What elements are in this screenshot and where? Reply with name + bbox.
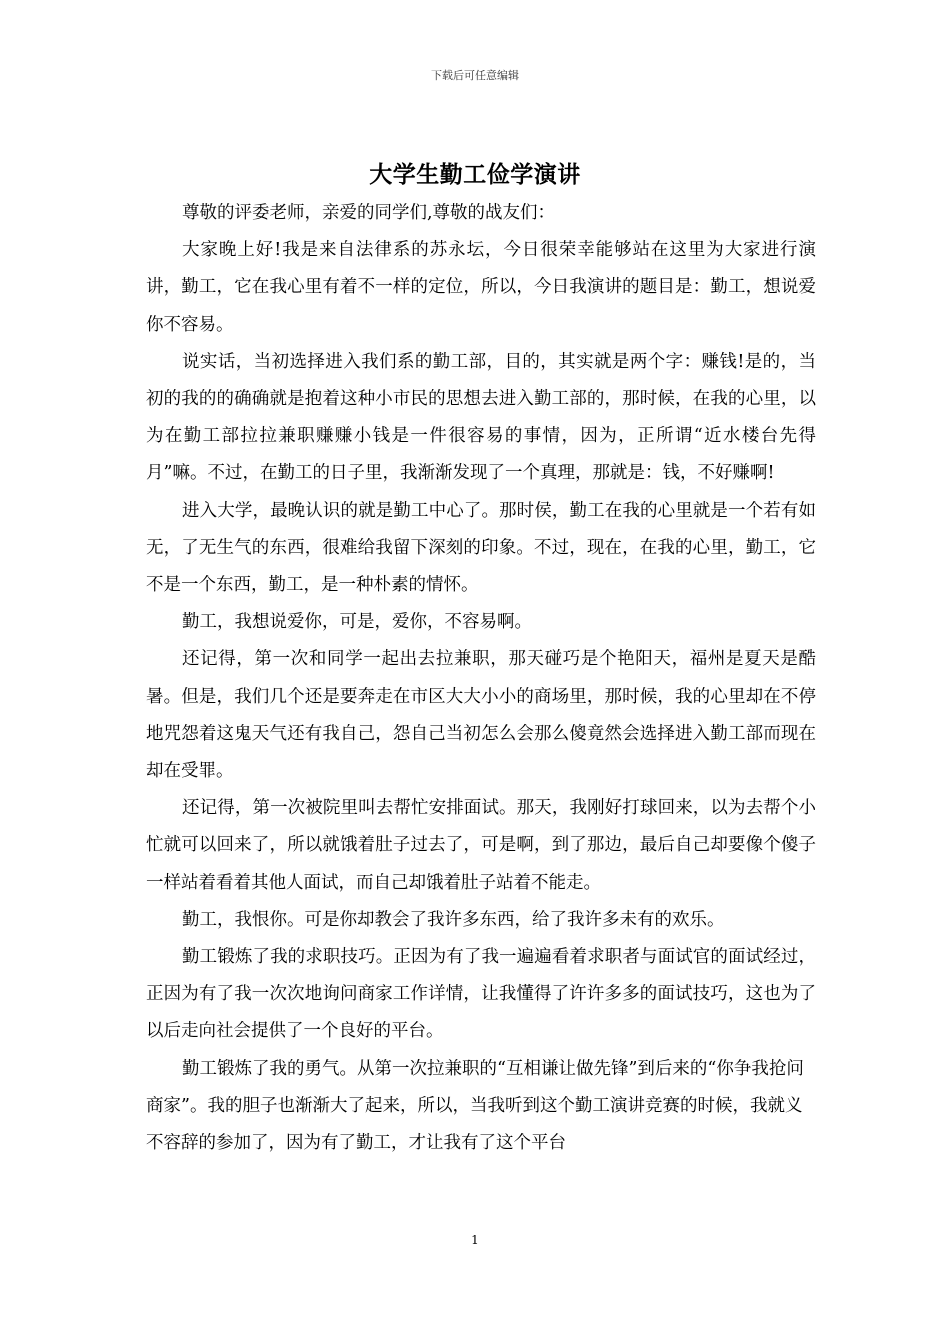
page-number: 1: [471, 1233, 479, 1247]
document-title: 大学生勤工俭学演讲: [369, 161, 581, 188]
paragraph: 勤工，我想说爱你，可是，爱你，不容易啊。: [182, 612, 532, 633]
paragraph: 大家晚上好!我是来自法律系的苏永坛，今日很荣幸能够站在这里为大家进行演讲，勤工，它在我心里有着不一样的定位，所以，今日我演讲的题目是：勤工，想说爱你不容易。: [146, 240, 816, 335]
document-body: [146, 195, 816, 1162]
paragraph-greeting: 尊敬的评委老师，亲爱的同学们,尊敬的战友们：: [182, 203, 556, 223]
paragraph: 进入大学，最晚认识的就是勤工中心了。那时侯，勤工在我的心里就是一个若有如无，了无生气的东西，很难给我留下深刻的印象。不过，现在，在我的心里，勤工，它不是一个东西，勤工，是一种朴素的情怀。: [146, 500, 816, 596]
paragraph: 勤工锻炼了我的勇气。从第一次拉兼职的“互相谦让做先锋”到后来的“你争我抢问商家”。我的胆子也渐渐大了起来，所以，当我听到这个勤工演讲竞赛的时候，我就义不容辞的参加了，因为有了勤工，才让我有了这个平台: [146, 1058, 804, 1154]
paragraph: 说实话，当初选择进入我们系的勤工部，目的，其实就是两个字：赚钱!是的，当初的我的的确确就是抱着这种小市民的思想去进入勤工部的，那时候，在我的心里，以为在勤工部拉拉兼职赚赚小钱是一件很容易的事情，因为，正所谓“近水楼台先得月”嘛。不过，在勤工的日子里，我渐渐发现了一个真理，那就是：钱，不好赚啊!: [146, 351, 816, 484]
paragraph: 勤工锻炼了我的求职技巧。正因为有了我一遍遍看着求职者与面试官的面试经过，正因为有了我一次次地询问商家工作详情，让我懂得了许许多多的面试技巧，这也为了以后走向社会提供了一个良好的平台。: [146, 947, 816, 1042]
paragraph: 勤工，我恨你。可是你却教会了我许多东西，给了我许多未有的欢乐。: [182, 909, 725, 930]
paragraph: 还记得，第一次和同学一起出去拉兼职，那天碰巧是个艳阳天，福州是夏天是酷暑。但是，我们几个还是要奔走在市区大大小小的商场里，那时候，我的心里却在不停地咒怨着这鬼天气还有我自己，怨自己当初怎么会那么傻竟然会选择进入勤工部而现在却在受罪。: [146, 649, 816, 782]
page-header: 下载后可任意编辑: [431, 69, 519, 82]
paragraph: 还记得，第一次被院里叫去帮忙安排面试。那天，我刚好打球回来，以为去帮个小忙就可以回来了，所以就饿着肚子过去了，可是啊，到了那边，最后自己却要像个傻子一样站着看着其他人面试，而自己却饿着肚子站着不能走。: [146, 798, 816, 893]
